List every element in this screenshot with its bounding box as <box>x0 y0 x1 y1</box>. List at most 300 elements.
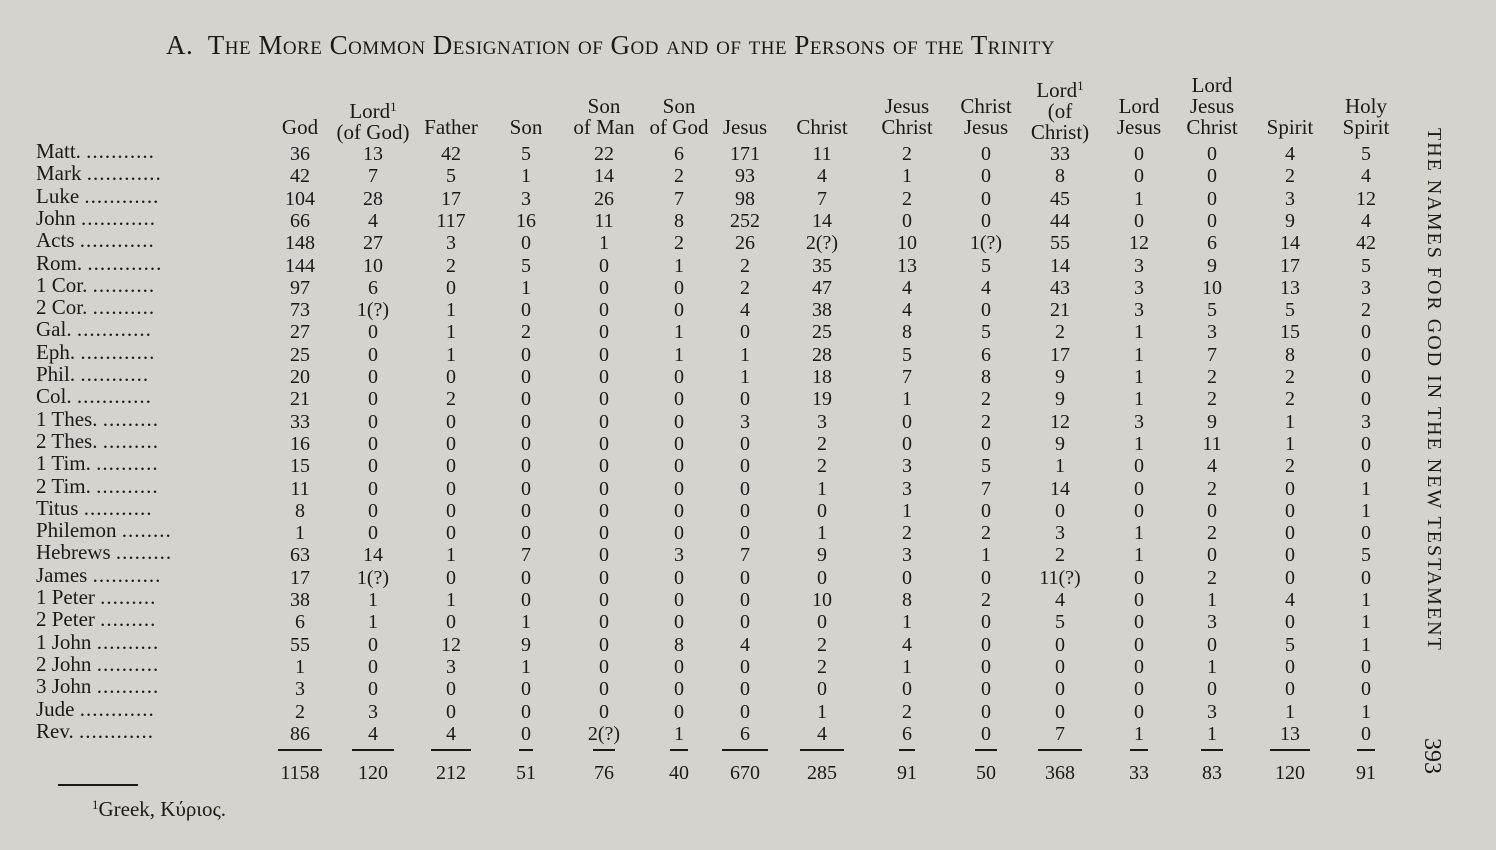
table-cell: 11(?) <box>1039 566 1081 589</box>
column-header: Father <box>424 115 478 139</box>
table-cell: 3 <box>740 410 750 433</box>
table-cell: 0 <box>674 477 684 500</box>
table-cell: 0 <box>981 655 991 678</box>
table-cell: 4 <box>817 722 827 745</box>
table-cell: 0 <box>1361 321 1371 344</box>
table-cell: 0 <box>674 566 684 589</box>
table-cell: 5 <box>521 143 531 165</box>
table-cell: 2 <box>1207 388 1217 411</box>
table-cell: 0 <box>981 633 991 656</box>
table-cell: 0 <box>521 700 531 723</box>
column-header: Jesus <box>722 115 768 139</box>
table-cell: 3 <box>1207 611 1217 634</box>
total-rule <box>722 749 768 751</box>
column-header: God <box>281 115 319 139</box>
table-cell: 0 <box>521 589 531 611</box>
table-cell: 0 <box>446 276 456 299</box>
table-cell: 42 <box>1356 232 1376 255</box>
table-cell: 1 <box>674 343 684 366</box>
table-cell: 2 <box>817 432 827 455</box>
table-cell: 0 <box>1285 655 1295 678</box>
table-cell: 0 <box>1134 678 1144 701</box>
table-cell: 9 <box>817 544 827 567</box>
table-cell: 38 <box>812 299 832 322</box>
table-cell: 7 <box>902 366 912 388</box>
table-cell: 3 <box>902 477 912 500</box>
table-cell: 0 <box>599 544 609 567</box>
table-cell: 9 <box>1207 254 1217 277</box>
table-cell: 1 <box>1285 432 1295 455</box>
table-cell: 5 <box>902 343 912 366</box>
table-cell: 1 <box>1134 187 1144 210</box>
table-cell: 8 <box>674 633 684 656</box>
table-cell: 16 <box>516 209 536 232</box>
table-cell: 0 <box>981 209 991 232</box>
table-cell: 28 <box>812 343 832 366</box>
table-cell: 3 <box>1207 700 1217 723</box>
table-cell: 1 <box>1207 655 1217 678</box>
table-cell: 0 <box>674 700 684 723</box>
table-cell: 1(?) <box>969 232 1003 255</box>
column-header: Lord Jesus Christ <box>1186 73 1238 139</box>
table-cell: 5 <box>1055 611 1065 634</box>
table-cell: 0 <box>1207 143 1217 165</box>
table-cell: 0 <box>368 655 378 678</box>
table-cell: 3 <box>1055 522 1065 545</box>
book-name: Rom. ............ <box>36 250 163 275</box>
table-cell: 0 <box>521 678 531 701</box>
total-cell: 50 <box>976 762 996 784</box>
table-cell: 27 <box>363 232 383 255</box>
footnote-mark: 1 <box>92 797 99 812</box>
table-cell: 1 <box>1361 589 1371 611</box>
table-cell: 5 <box>1207 299 1217 322</box>
table-cell: 0 <box>674 455 684 478</box>
table-cell: 12 <box>1129 232 1149 255</box>
table-cell: 0 <box>521 522 531 545</box>
table-cell: 6 <box>981 343 991 366</box>
table-cell: 0 <box>599 700 609 723</box>
table-cell: 4 <box>902 633 912 656</box>
table-cell: 0 <box>1055 655 1065 678</box>
total-cell: 120 <box>358 762 388 784</box>
table-cell: 0 <box>981 299 991 322</box>
table-cell: 252 <box>730 209 760 232</box>
table-cell: 26 <box>735 232 755 255</box>
table-cell: 0 <box>981 700 991 723</box>
table-cell: 9 <box>1207 410 1217 433</box>
table-cell: 0 <box>368 633 378 656</box>
table-cell: 1 <box>1055 455 1065 478</box>
column-header: Son of Man <box>573 94 635 139</box>
table-cell: 0 <box>981 143 991 165</box>
table-cell: 1 <box>1134 321 1144 344</box>
table-cell: 0 <box>521 477 531 500</box>
table-cell: 1(?) <box>356 566 390 589</box>
table-cell: 0 <box>446 678 456 701</box>
table-cell: 9 <box>1285 209 1295 232</box>
table-cell: 3 <box>1361 410 1371 433</box>
table-cell: 63 <box>290 544 310 567</box>
table-cell: 0 <box>740 455 750 478</box>
table-cell: 1 <box>368 611 378 634</box>
table-cell: 0 <box>599 321 609 344</box>
table-cell: 6 <box>740 722 750 745</box>
table-cell: 0 <box>446 410 456 433</box>
table-cell: 73 <box>290 299 310 322</box>
table-cell: 14 <box>1050 477 1070 500</box>
table-cell: 1 <box>817 522 827 545</box>
table-cell: 117 <box>436 209 466 232</box>
total-rule <box>1038 749 1082 751</box>
table-cell: 0 <box>599 522 609 545</box>
total-cell: 120 <box>1275 762 1305 784</box>
table-cell: 0 <box>368 432 378 455</box>
table-cell: 7 <box>368 165 378 188</box>
table-cell: 3 <box>674 544 684 567</box>
table-cell: 0 <box>674 522 684 545</box>
table-cell: 7 <box>740 544 750 567</box>
table-cell: 7 <box>521 544 531 567</box>
table-cell: 0 <box>446 566 456 589</box>
table-cell: 0 <box>599 254 609 277</box>
table-cell: 7 <box>981 477 991 500</box>
table-cell: 6 <box>368 276 378 299</box>
table-cell: 98 <box>735 187 755 210</box>
table-cell: 15 <box>290 455 310 478</box>
table-cell: 16 <box>290 432 310 455</box>
column-header: Christ Jesus <box>960 94 1012 139</box>
table-cell: 36 <box>290 143 310 165</box>
table-cell: 1 <box>446 321 456 344</box>
table-cell: 2 <box>1285 165 1295 188</box>
table-cell: 10 <box>812 589 832 611</box>
table-cell: 2 <box>1207 477 1217 500</box>
total-cell: 670 <box>730 762 760 784</box>
table-cell: 0 <box>599 589 609 611</box>
table-cell: 0 <box>1361 388 1371 411</box>
table-cell: 1 <box>740 366 750 388</box>
table-cell: 0 <box>674 432 684 455</box>
table-cell: 0 <box>1055 700 1065 723</box>
table-cell: 10 <box>363 254 383 277</box>
table-cell: 9 <box>1055 366 1065 388</box>
table-cell: 2 <box>1361 299 1371 322</box>
table-cell: 0 <box>817 678 827 701</box>
table-cell: 0 <box>1361 366 1371 388</box>
table-cell: 1 <box>1361 477 1371 500</box>
table-cell: 2(?) <box>805 232 839 255</box>
table-cell: 19 <box>812 388 832 411</box>
table-cell: 8 <box>902 589 912 611</box>
book-name: Matt. ........... <box>36 139 155 163</box>
table-cell: 4 <box>1207 455 1217 478</box>
table-cell: 0 <box>1207 678 1217 701</box>
total-rule <box>975 749 997 751</box>
table-cell: 17 <box>290 566 310 589</box>
table-cell: 2 <box>1285 366 1295 388</box>
table-cell: 2 <box>1055 321 1065 344</box>
table-cell: 0 <box>1134 477 1144 500</box>
table-cell: 0 <box>981 678 991 701</box>
table-cell: 0 <box>981 611 991 634</box>
column-header: Lord$^1$ (of Christ) <box>1030 78 1090 144</box>
total-rule <box>431 749 471 751</box>
table-cell: 3 <box>902 455 912 478</box>
book-name: 2 Tim. .......... <box>36 473 159 498</box>
table-cell: 0 <box>1055 633 1065 656</box>
table-cell: 2 <box>740 276 750 299</box>
table-cell: 0 <box>599 477 609 500</box>
page-number: 393 <box>1419 738 1445 774</box>
book-name: Rev. ............ <box>36 718 154 743</box>
table-cell: 1 <box>1207 722 1217 745</box>
table-cell: 47 <box>812 276 832 299</box>
table-cell: 0 <box>1207 499 1217 522</box>
total-rule <box>352 749 394 751</box>
table-cell: 0 <box>599 678 609 701</box>
table-cell: 0 <box>740 611 750 634</box>
table-cell: 13 <box>1280 722 1300 745</box>
table-cell: 0 <box>1361 655 1371 678</box>
table-cell: 5 <box>521 254 531 277</box>
table-cell: 0 <box>674 678 684 701</box>
table-cell: 4 <box>368 209 378 232</box>
column-header: Son of God <box>649 94 709 139</box>
book-name: 1 Thes. ......... <box>36 406 159 431</box>
table-cell: 2 <box>446 388 456 411</box>
table-cell: 22 <box>594 143 614 165</box>
table-cell: 18 <box>812 366 832 388</box>
table-cell: 2 <box>902 143 912 165</box>
table-cell: 0 <box>599 655 609 678</box>
table-cell: 3 <box>295 678 305 701</box>
table-cell: 8 <box>902 321 912 344</box>
table-cell: 0 <box>446 366 456 388</box>
table-cell: 1 <box>902 165 912 188</box>
table-cell: 66 <box>290 209 310 232</box>
book-name: 1 Peter ......... <box>36 585 157 609</box>
table-cell: 3 <box>446 232 456 255</box>
book-name: 3 John .......... <box>36 674 160 699</box>
table-cell: 21 <box>1050 299 1070 322</box>
total-rule <box>670 749 688 751</box>
title-letter: A. <box>166 30 194 60</box>
table-cell: 0 <box>1134 655 1144 678</box>
table-cell: 0 <box>368 477 378 500</box>
table-cell: 3 <box>1207 321 1217 344</box>
table-cell: 171 <box>730 143 760 165</box>
table-cell: 0 <box>1285 477 1295 500</box>
table-cell: 3 <box>1134 254 1144 277</box>
table-cell: 0 <box>446 477 456 500</box>
table-cell: 0 <box>368 455 378 478</box>
column-header: Spirit <box>1266 115 1314 139</box>
table-cell: 1 <box>902 388 912 411</box>
table-cell: 0 <box>599 388 609 411</box>
table-cell: 0 <box>740 522 750 545</box>
table-cell: 1 <box>1361 633 1371 656</box>
table-cell: 2 <box>1207 566 1217 589</box>
table-cell: 0 <box>674 299 684 322</box>
total-cell: 1158 <box>280 762 320 784</box>
table-cell: 1 <box>902 655 912 678</box>
table-cell: 0 <box>521 299 531 322</box>
table-cell: 0 <box>902 410 912 433</box>
table-cell: 0 <box>1134 455 1144 478</box>
table-cell: 10 <box>897 232 917 255</box>
table-cell: 3 <box>1134 299 1144 322</box>
book-name: John ............ <box>36 205 156 230</box>
total-cell: 212 <box>436 762 466 784</box>
table-cell: 3 <box>521 187 531 210</box>
total-cell: 91 <box>897 762 917 784</box>
table-cell: 1 <box>446 589 456 611</box>
table-cell: 0 <box>902 566 912 589</box>
table-cell: 1 <box>1134 522 1144 545</box>
total-rule <box>1130 749 1148 751</box>
table-cell: 1 <box>1207 589 1217 611</box>
table-cell: 0 <box>368 388 378 411</box>
total-cell: 40 <box>669 762 689 784</box>
table-cell: 2(?) <box>587 722 621 745</box>
table-cell: 2 <box>674 232 684 255</box>
table-cell: 13 <box>363 143 383 165</box>
table-cell: 25 <box>290 343 310 366</box>
table-cell: 14 <box>363 544 383 567</box>
table-cell: 3 <box>902 544 912 567</box>
table-cell: 1 <box>521 276 531 299</box>
table-cell: 0 <box>599 611 609 634</box>
table-cell: 0 <box>521 366 531 388</box>
table-cell: 0 <box>368 321 378 344</box>
column-header: Lord Jesus <box>1116 94 1162 139</box>
table-cell: 0 <box>674 276 684 299</box>
table-cell: 13 <box>897 254 917 277</box>
total-cell: 83 <box>1202 762 1222 784</box>
table-cell: 12 <box>441 633 461 656</box>
book-name: Hebrews ......... <box>36 540 173 565</box>
table-cell: 25 <box>812 321 832 344</box>
table-cell: 0 <box>1285 544 1295 567</box>
table-cell: 2 <box>817 655 827 678</box>
table-cell: 0 <box>740 432 750 455</box>
table-cell: 3 <box>1134 276 1144 299</box>
table-cell: 0 <box>521 566 531 589</box>
table-cell: 104 <box>285 187 315 210</box>
table-cell: 2 <box>981 388 991 411</box>
table-cell: 4 <box>1361 209 1371 232</box>
table-cell: 0 <box>599 499 609 522</box>
table-cell: 2 <box>981 410 991 433</box>
table-cell: 1 <box>674 722 684 745</box>
table-cell: 42 <box>290 165 310 188</box>
table-cell: 44 <box>1050 209 1070 232</box>
table-cell: 4 <box>740 299 750 322</box>
table-cell: 0 <box>981 432 991 455</box>
table-cell: 0 <box>1134 633 1144 656</box>
table-cell: 5 <box>1285 299 1295 322</box>
table-cell: 43 <box>1050 276 1070 299</box>
table-cell: 0 <box>817 566 827 589</box>
table-cell: 0 <box>1361 432 1371 455</box>
table-cell: 6 <box>674 143 684 165</box>
table-cell: 0 <box>1285 499 1295 522</box>
table-cell: 0 <box>599 633 609 656</box>
table-cell: 6 <box>902 722 912 745</box>
table-cell: 0 <box>1285 566 1295 589</box>
table-cell: 4 <box>902 299 912 322</box>
table-cell: 1 <box>599 232 609 255</box>
table-cell: 0 <box>599 366 609 388</box>
table-cell: 0 <box>981 187 991 210</box>
column-header: Son <box>509 115 543 139</box>
table-cell: 26 <box>594 187 614 210</box>
table-cell: 1 <box>446 299 456 322</box>
table-cell: 33 <box>1050 143 1070 165</box>
table-cell: 0 <box>521 388 531 411</box>
table-cell: 0 <box>446 432 456 455</box>
table-cell: 0 <box>599 410 609 433</box>
table-cell: 0 <box>817 611 827 634</box>
table-cell: 0 <box>1134 566 1144 589</box>
title-text: The More Common Designation of God and of the Persons of the Trinity <box>207 30 1056 60</box>
table-cell: 7 <box>1207 343 1217 366</box>
table-cell: 2 <box>295 700 305 723</box>
table-cell: 1 <box>1361 611 1371 634</box>
table-cell: 0 <box>740 566 750 589</box>
table-cell: 4 <box>1055 589 1065 611</box>
table-cell: 2 <box>521 321 531 344</box>
table-cell: 11 <box>812 143 832 165</box>
table-title <box>166 30 1055 61</box>
table-cell: 1 <box>1134 366 1144 388</box>
table-cell: 0 <box>1055 678 1065 701</box>
total-cell: 368 <box>1045 762 1075 784</box>
table-cell: 10 <box>1202 276 1222 299</box>
total-cell: 33 <box>1129 762 1149 784</box>
running-head: THE NAMES FOR GOD IN THE NEW TESTAMENT <box>1423 128 1445 652</box>
table-cell: 7 <box>817 187 827 210</box>
table-cell: 11 <box>594 209 614 232</box>
table-cell: 1(?) <box>356 299 390 322</box>
table-cell: 0 <box>521 432 531 455</box>
table-cell: 3 <box>368 700 378 723</box>
table-cell: 8 <box>674 209 684 232</box>
table-cell: 0 <box>740 589 750 611</box>
total-rule <box>899 749 915 751</box>
table-cell: 0 <box>446 700 456 723</box>
table-cell: 45 <box>1050 187 1070 210</box>
table-cell: 0 <box>674 655 684 678</box>
table-cell: 33 <box>290 410 310 433</box>
table-cell: 14 <box>1280 232 1300 255</box>
table-cell: 8 <box>981 366 991 388</box>
book-name: James ........... <box>36 562 162 587</box>
table-cell: 4 <box>446 722 456 745</box>
table-cell: 0 <box>674 611 684 634</box>
table-cell: 8 <box>1285 343 1295 366</box>
table-cell: 1 <box>817 477 827 500</box>
table-cell: 0 <box>1361 343 1371 366</box>
table-cell: 1 <box>295 655 305 678</box>
book-name: 2 Thes. ......... <box>36 428 159 453</box>
table-cell: 0 <box>521 410 531 433</box>
table-cell: 1 <box>521 655 531 678</box>
table-cell: 1 <box>521 165 531 188</box>
table-cell: 0 <box>902 432 912 455</box>
total-rule <box>1270 749 1310 751</box>
